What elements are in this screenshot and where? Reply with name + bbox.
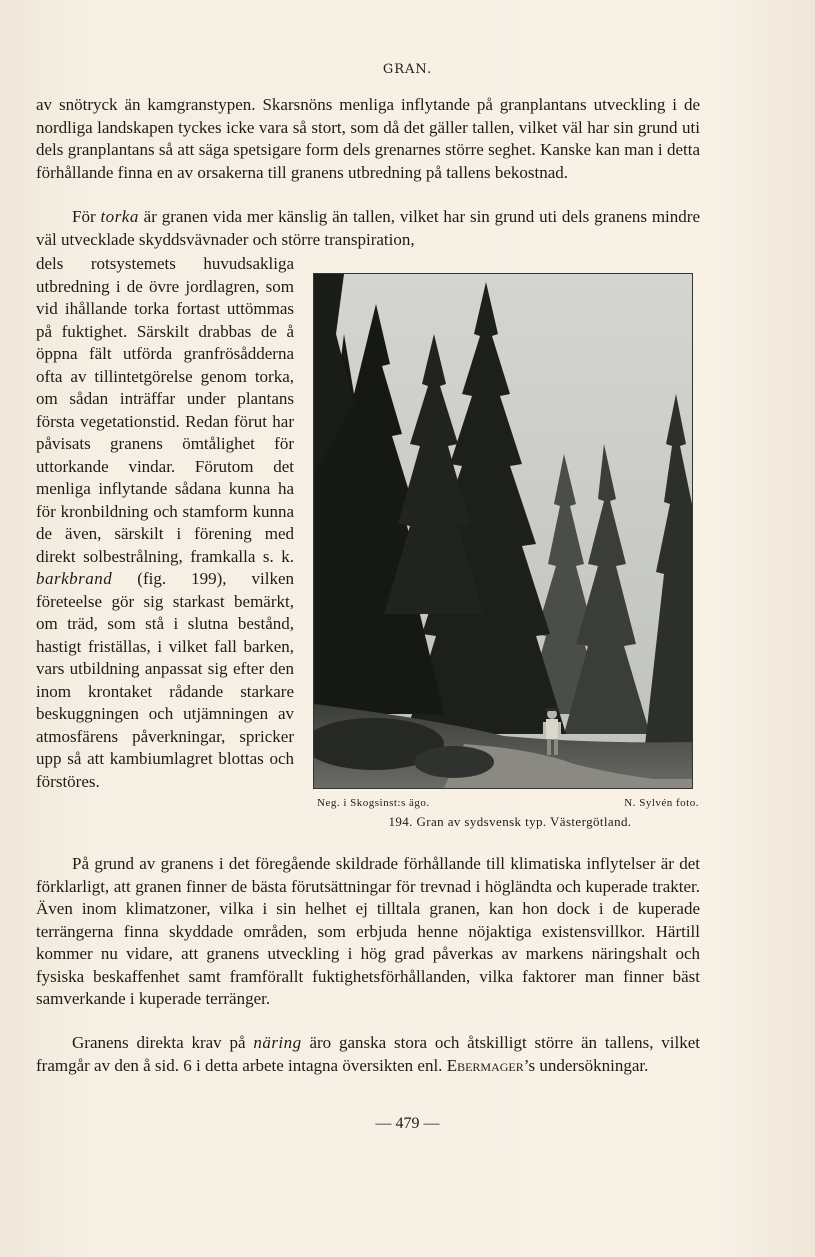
term-torka: torka xyxy=(100,207,139,226)
page-number: — 479 — xyxy=(375,1115,440,1132)
paragraph-2-wrapped-b: (fig. 199), vilken företeelse gör sig starkast bemärkt, om träd, som stå i slutna bestånd, hastigt friställas, i vilket fall barken, vars utbildning anpassat sig efter den inom krontaket rådande starkare beskuggningen och utjämningen av atmosfärens påverkningar, spricker upp så att kambiumlagret blottas och förstöres. xyxy=(36,569,294,791)
term-naring: näring xyxy=(253,1033,302,1052)
author-ebermager: Ebermager xyxy=(446,1055,524,1075)
negative-credit: Neg. i Skogsinst:s ägo. xyxy=(317,797,430,809)
paragraph-2-wrapped-a: dels rotsystemets huvudsakliga utbredning i de övre jordlagren, som vid ihållande torka fortast uttömmas på fuktighet. Särskilt drabbas de å öppna fält utförda granfrösådderna ofta av tillintetgörelse genom torka, om sådan inträffar under plantans första vegetationstid. Redan förut har påvisats granens ömtålighet för uttorkande vindar. Förutom det menliga inflytande sådana kunna ha för kronbildning och stamform kunna de även, särskilt i förening med direkt solbestrålning, framkalla s. k. xyxy=(36,254,294,566)
paragraph-2-rest: är granen vida mer känslig än tallen, vilket har sin grund uti dels granens mindre väl utvecklade skyddsvävnader och större transpiration, xyxy=(36,207,700,249)
paragraph-2 xyxy=(36,206,700,251)
figure-caption: 194. Gran av sydsvensk typ. Västergötland. xyxy=(388,814,632,829)
paragraph-2-wrapped-text xyxy=(36,253,294,793)
running-head: GRAN. xyxy=(382,62,433,77)
spruce-forest-photograph xyxy=(313,273,693,789)
paragraph-4 xyxy=(36,1032,700,1077)
photo-illustration xyxy=(314,274,692,788)
paragraph-4-end: ’s undersökningar. xyxy=(523,1055,649,1075)
paragraph-1: av snötryck än kamgranstypen. Skarsnöns menliga inflytande på granplantans utveckling i de nordliga landskapen tyckes icke vara så stort, som då det gäller tallen, vilket väl har sin grund uti dels granplantans så att säga spetsigare form dels grenarnes större seghet. Kanske kan man i detta förhållande finna en av orsakerna till granens utbredning på tallens bekostnad. xyxy=(36,95,700,182)
paragraph-3: På grund av granens i det föregående skildrade förhållande till klimatiska inflytelser är det förklarligt, att granen finner de bästa förutsättningar för trevnad i högländta och kuperade trakter. Även inom klimatzoner, vilka i sin helhet ej tilltala granen, kan hon dock i de kuperade terrängerna finna skyddade områden, som erbjuda henne nöjaktiga existensvillkor. Härtill kommer nu vidare, att granens utveckling i hög grad påverkas av markens näringshalt och fysiska beskaffenhet samt framförallt fuktighetsförhållanden, vilka faktorer man finner bäst samverkande i kuperade terränger. xyxy=(36,854,700,1008)
photographer-credit: N. Sylvén foto. xyxy=(624,797,699,809)
paragraph-4-middle: äro ganska stora och åtskilligt större än tallens, vilket framgår av den å sid. 6 i detta arbete intagna översikten enl. xyxy=(36,1033,700,1075)
photo-credits xyxy=(317,797,699,809)
paragraph-2-start: För xyxy=(72,207,101,226)
paragraph-4-start: Granens direkta krav på xyxy=(72,1033,254,1052)
term-barkbrand: barkbrand xyxy=(36,569,113,588)
